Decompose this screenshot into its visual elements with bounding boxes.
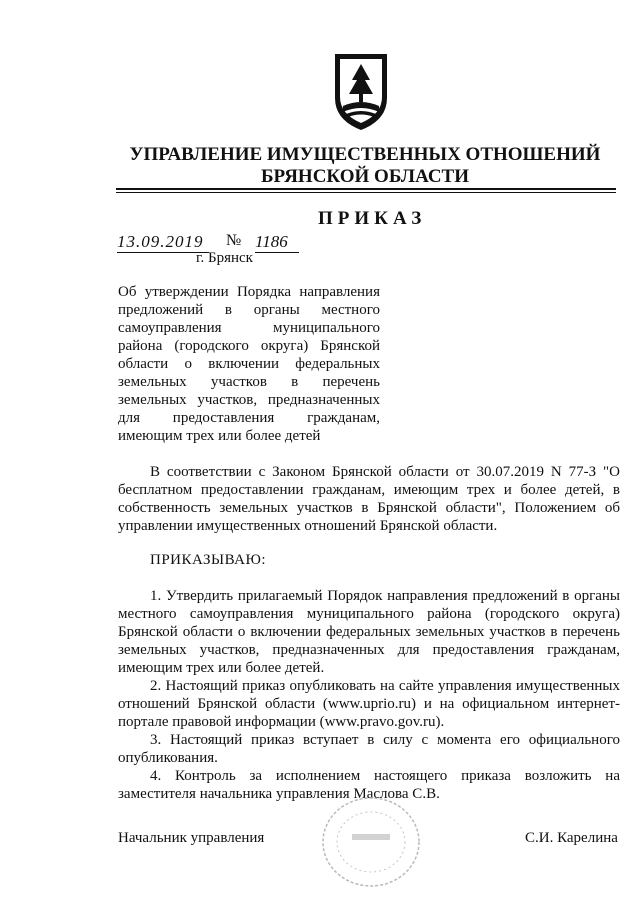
order-items	[118, 587, 620, 803]
document-subject: Об утверждении Порядка направления предложений в органы местного самоуправления муниципального района (городского округа) Брянской области о включении федеральных земельных участков в перечень земельных участков, предназначенных для предоставления гражданам, имеющим трех или более детей	[118, 284, 380, 444]
coat-of-arms-icon	[331, 50, 391, 132]
number-sign: №	[226, 232, 242, 249]
order-word: ПРИКАЗЫВАЮ:	[150, 552, 267, 568]
organization-title	[110, 144, 620, 188]
document-city: г. Брянск	[196, 250, 253, 266]
header-divider-thin	[116, 192, 616, 193]
order-item-3: 3. Настоящий приказ вступает в силу с момента его официального опубликования.	[118, 732, 620, 766]
signatory-position: Начальник управления	[118, 830, 265, 846]
document-number: 1186	[255, 232, 299, 253]
organization-title-line2: БРЯНСКОЙ ОБЛАСТИ	[260, 166, 470, 187]
signatory-name: С.И. Карелина	[525, 830, 618, 846]
preamble-block	[118, 463, 620, 535]
preamble-paragraph: В соответствии с Законом Брянской области от 30.07.2019 N 77-З "О бесплатном предоставлении гражданам, имеющим трех и более детей, в собственность земельных участков в Брянской области", Положением об управлении имущественных отношений Брянской области.	[118, 464, 620, 534]
order-item-4: 4. Контроль за исполнением настоящего приказа возложить на заместителя начальника управления Маслова С.В.	[118, 768, 620, 802]
header-divider-thick	[116, 188, 616, 190]
official-stamp-icon	[316, 792, 426, 892]
organization-title-line1: УПРАВЛЕНИЕ ИМУЩЕСТВЕННЫХ ОТНОШЕНИЙ	[129, 144, 601, 165]
document-type: ПРИКАЗ	[318, 208, 427, 229]
order-item-1: 1. Утвердить прилагаемый Порядок направления предложений в органы местного самоуправления муниципального района (городского округа) Брянской области о включении федеральных земельных участков в перечень земельных участков, предназначенных для предоставления гражданам, имеющим трех или более детей.	[118, 588, 620, 676]
document-date: 13.09.2019	[117, 232, 209, 253]
order-item-2: 2. Настоящий приказ опубликовать на сайте управления имущественных отношений Брянской области (www.uprio.ru) и на официальном интернет-портале правовой информации (www.pravo.gov.ru).	[118, 678, 620, 730]
